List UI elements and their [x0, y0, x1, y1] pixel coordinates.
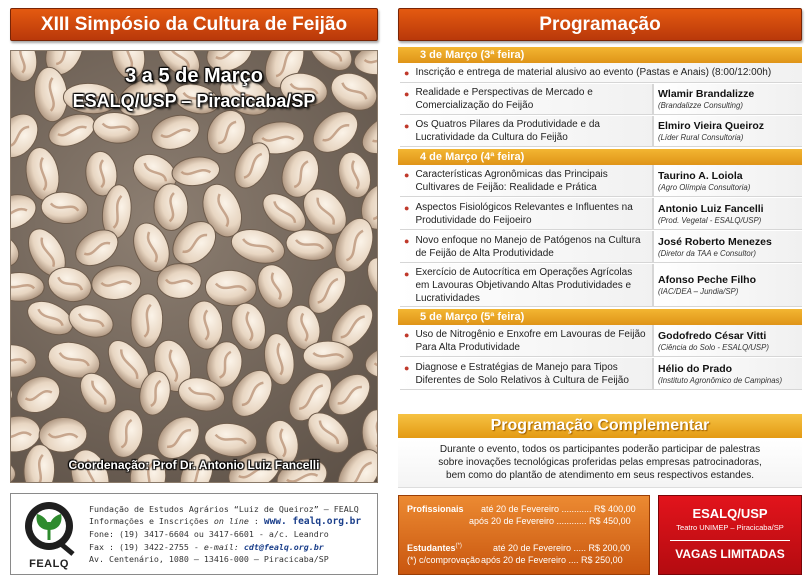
- bean-shape: [157, 263, 202, 298]
- bullet-icon: ●: [404, 363, 410, 373]
- student-prices: [407, 540, 630, 566]
- fax-label: Fax : (19) 3422-2755 -: [89, 541, 204, 552]
- day-header: 5 de Março (5ª feira): [398, 308, 802, 325]
- speaker-org: (Diretor da TAA e Consultor): [658, 248, 756, 258]
- speaker: [654, 325, 802, 357]
- bean-shape: [363, 344, 378, 381]
- bullet-icon: ●: [404, 269, 410, 279]
- speaker-name: Wlamir Brandalizze: [658, 88, 755, 100]
- speaker-org: (Líder Rural Consultoria): [658, 133, 744, 142]
- divider: [670, 540, 790, 541]
- email-label: e-mail:: [203, 541, 239, 552]
- beans-photo: [10, 50, 378, 483]
- symposium-title: XIII Simpósio da Cultura de Feijão: [10, 8, 378, 41]
- price-line: [407, 554, 630, 566]
- speaker-org: (Ciência do Solo - ESALQ/USP): [658, 342, 769, 352]
- speaker-org: (Agro Olímpia Consultoria): [658, 182, 751, 192]
- schedule-topic: [400, 358, 654, 390]
- fealq-phone: Fone: (19) 3417-6604 ou 3417-6601 - a/c. Leandro: [89, 529, 329, 540]
- bean-shape: [147, 110, 203, 155]
- venue-location: Teatro UNIMEP – Piracicaba/SP: [676, 523, 784, 532]
- bullet-icon: ●: [404, 121, 410, 131]
- topic-text: Os Quatros Pilares da Produtividade e da Lucratividade da Cultura do Feijão: [415, 119, 600, 143]
- complementary-title: Programação Complementar: [398, 414, 802, 438]
- bean-shape: [251, 259, 299, 313]
- day-header: 3 de Março (3ª feira): [398, 46, 802, 63]
- schedule-topic: [400, 325, 654, 357]
- fealq-website-link[interactable]: www. fealq.org.br: [263, 516, 362, 528]
- bean-shape: [11, 370, 65, 419]
- bean-shape: [186, 299, 225, 351]
- speaker-org: (Instituto Agronômico de Campinas): [658, 375, 783, 385]
- fealq-leaf-icon: [21, 500, 77, 556]
- speaker: [654, 264, 802, 307]
- price-table: [398, 495, 650, 575]
- price-value: até 20 de Fevereiro ..... R$ 200,00: [493, 543, 631, 553]
- opening-text: Inscrição e entrega de material alusivo ao evento (Pastas e Anais) (8:00/12:00h): [415, 67, 772, 78]
- schedule-topic: [400, 116, 654, 147]
- topic-text: Diagnose e Estratégias de Manejo para Tipos Diferentes de Solo Relativos à Cultura de Feijão: [415, 361, 629, 386]
- bullet-icon: ●: [404, 236, 410, 246]
- speaker: [654, 358, 802, 390]
- fealq-fax-email: [89, 541, 361, 553]
- fealq-email-link[interactable]: cdt@fealq.org.br: [238, 541, 324, 552]
- schedule-row: [400, 116, 802, 148]
- bean-shape: [203, 420, 259, 460]
- price-line: [407, 515, 636, 527]
- speaker-org: (IAC/DEA – Jundia/SP): [658, 287, 739, 296]
- speaker: [654, 84, 802, 115]
- price-value: após 20 de Fevereiro ............ R$ 450,00: [469, 516, 631, 526]
- speaker: [654, 198, 802, 230]
- complementary-line: Durante o evento, todos os participantes poderão participar de palestras: [439, 444, 761, 455]
- schedule-row: [400, 358, 802, 391]
- schedule-topic: [400, 264, 654, 307]
- coordination-credit: Coordenação: Prof Dr. Antonio Luiz Fancelli: [68, 458, 320, 472]
- topic-text: Uso de Nitrogênio e Enxofre em Lavouras de Feijão Para Alta Produtividade: [415, 328, 646, 353]
- venue-title: ESALQ/USP: [692, 506, 768, 521]
- bean-shape: [11, 225, 24, 274]
- student-label-wrap: [407, 540, 493, 554]
- schedule-row: [400, 325, 802, 358]
- venue-box: [658, 495, 802, 575]
- complementary-line: sobre inovações tecnológicas proferidas pelas empresas patrocinadoras,: [438, 457, 762, 468]
- event-dates: 3 a 5 de Março: [125, 65, 263, 87]
- speaker-org: (Brandalizze Consulting): [658, 101, 743, 110]
- bullet-icon: ●: [404, 330, 410, 340]
- professional-label: Profissionais: [407, 504, 464, 514]
- schedule-topic: [400, 63, 802, 83]
- bean-shape: [90, 263, 143, 302]
- topic-text: Realidade e Perspectivas de Mercado e Comercialização do Feijão: [415, 87, 593, 111]
- bean-shape: [65, 299, 118, 342]
- speaker-name: Taurino A. Loiola: [658, 169, 743, 182]
- schedule-row: [400, 63, 802, 84]
- schedule-row: [400, 264, 802, 308]
- speaker-name: Godofredo César Vitti: [658, 329, 767, 342]
- bean-shape: [170, 154, 221, 188]
- info-label: Informações e Inscrições: [89, 516, 214, 527]
- price-line: [407, 540, 630, 554]
- student-label: Estudantes: [407, 543, 456, 553]
- price-value: após 20 de Fevereiro .... R$ 250,00: [481, 555, 623, 565]
- speaker: [654, 165, 802, 197]
- complementary-text: [398, 440, 802, 488]
- schedule-row: [400, 231, 802, 264]
- day-header: 4 de Março (4ª feira): [398, 148, 802, 165]
- fealq-name: Fundação de Estudos Agrários “Luiz de Queiroz” – FEALQ: [89, 504, 359, 514]
- speaker-name: Elmiro Vieira Queiroz: [658, 120, 765, 132]
- schedule-topic: [400, 165, 654, 197]
- topic-text: Exercício de Autocrítica em Operações Agrícolas em Lavouras Objetivando Altas Produtividades e Lucratividades: [415, 266, 633, 304]
- complementary-line: bem como do plantão de atendimento em seus respectivos estandes.: [446, 470, 754, 481]
- fealq-contact-box: [10, 493, 378, 575]
- topic-text: Aspectos Fisiológicos Relevantes e Influentes na Produtividade do Feijoeiro: [415, 201, 633, 226]
- bean-shape: [11, 273, 44, 302]
- speaker: [654, 116, 802, 147]
- speaker-name: Afonso Peche Filho: [658, 274, 757, 286]
- schedule-topic: [400, 84, 654, 115]
- student-note: (*) c/comprovação: [407, 555, 481, 565]
- fealq-logo: [21, 500, 77, 570]
- speaker: [654, 231, 802, 263]
- bean-shape: [130, 293, 164, 348]
- professional-prices: [407, 503, 636, 527]
- program-schedule: [398, 46, 802, 391]
- bullet-icon: ●: [404, 89, 410, 99]
- bean-shape: [303, 341, 354, 371]
- online-label: on line: [213, 516, 249, 527]
- speaker-name: Antonio Luiz Fancelli: [658, 202, 764, 215]
- schedule-row: [400, 198, 802, 231]
- bullet-icon: ●: [404, 203, 410, 213]
- fealq-logo-text: FEALQ: [29, 558, 69, 570]
- bean-shape: [105, 407, 147, 461]
- event-location: ESALQ/USP – Piracicaba/SP: [72, 91, 316, 111]
- speaker-name: José Roberto Menezes: [658, 235, 772, 248]
- price-value: até 20 de Fevereiro ............ R$ 400,00: [481, 504, 636, 514]
- topic-text: Novo enfoque no Manejo de Patógenos na Cultura de Feijão de Alta Produtividade: [415, 234, 641, 259]
- schedule-row: [400, 165, 802, 198]
- schedule-topic: [400, 198, 654, 230]
- speaker-name: Hélio do Prado: [658, 362, 733, 375]
- bean-shape: [153, 183, 188, 231]
- student-note-mark: (*): [455, 543, 462, 549]
- beans-illustration: [11, 51, 378, 483]
- speaker-org: (Prod. Vegetal - ESALQ/USP): [658, 215, 762, 225]
- bullet-icon: ●: [404, 170, 410, 180]
- limited-seats: VAGAS LIMITADAS: [675, 547, 785, 561]
- schedule-topic: [400, 231, 654, 263]
- fealq-info-line: [89, 515, 361, 528]
- bean-shape: [355, 105, 378, 162]
- fealq-contact-lines: [89, 503, 361, 565]
- bean-shape: [204, 269, 257, 307]
- colon: :: [248, 516, 264, 527]
- fealq-address: Av. Centenário, 1080 – 13416-000 – Piracicaba/SP: [89, 553, 329, 564]
- price-line: [407, 503, 636, 515]
- program-title: Programação: [398, 8, 802, 41]
- topic-text: Características Agronômicas das Principais Cultivares de Feijão: Realidade e Prática: [415, 168, 608, 193]
- schedule-row: [400, 84, 802, 116]
- bean-shape: [11, 343, 37, 378]
- bullet-icon: ●: [404, 68, 410, 78]
